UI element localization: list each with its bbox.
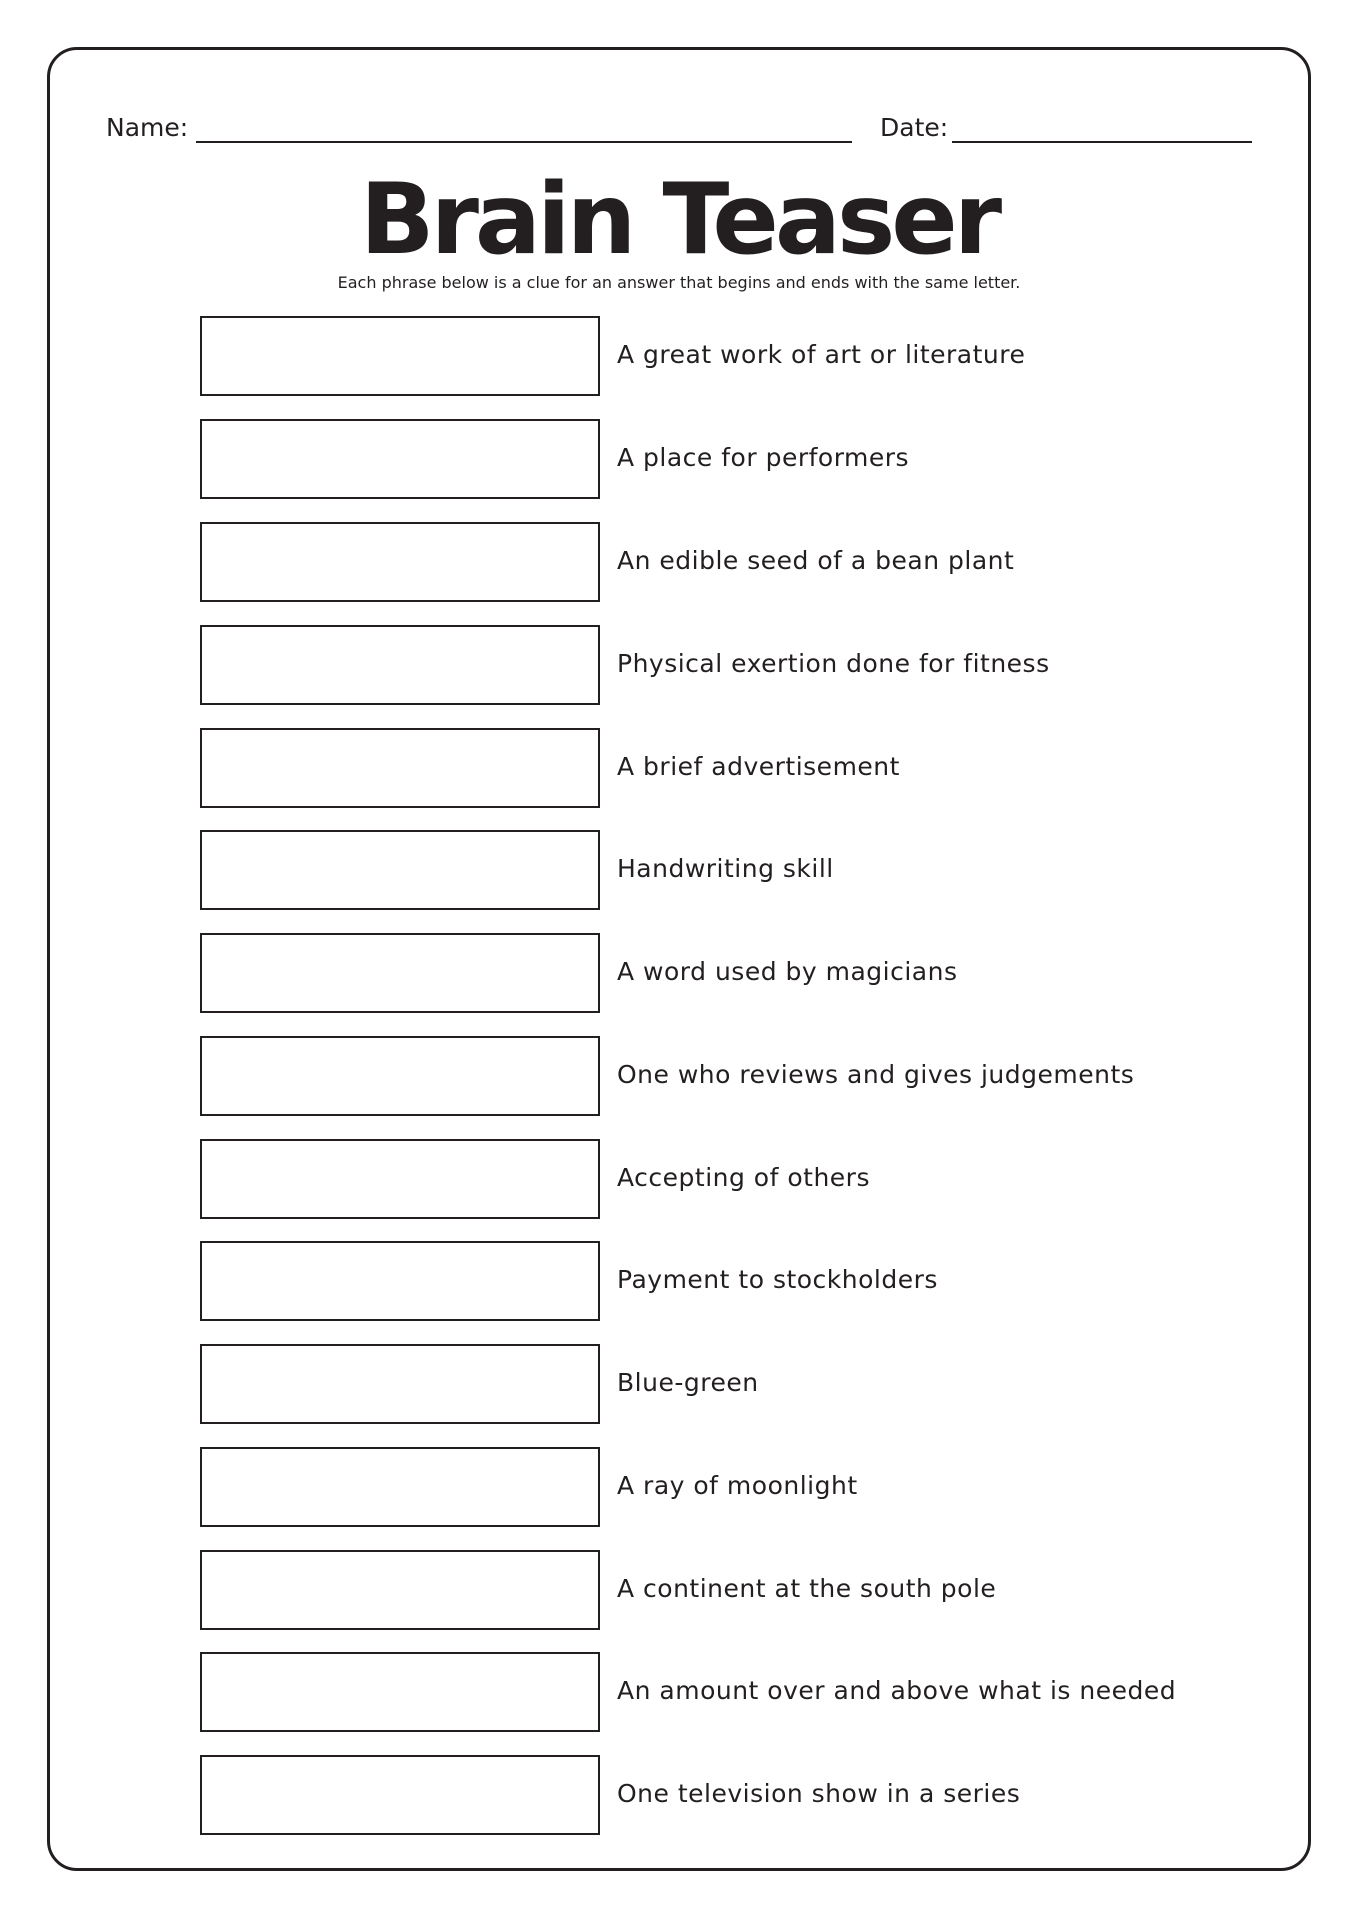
clue-text: A place for performers [617, 443, 910, 472]
clue-text: One television show in a series [617, 1779, 1021, 1808]
answer-box[interactable] [200, 522, 600, 602]
worksheet-title: Brain Teaser [359, 163, 999, 277]
answer-box[interactable] [200, 1447, 600, 1527]
date-field[interactable] [952, 141, 1252, 143]
clue-row [200, 1652, 1200, 1732]
header-row [106, 113, 1252, 145]
clue-row [200, 1344, 1200, 1424]
answer-box[interactable] [200, 1241, 600, 1321]
clue-row [200, 1550, 1200, 1630]
clue-text: One who reviews and gives judgements [617, 1060, 1135, 1089]
answer-box[interactable] [200, 625, 600, 705]
clue-row [200, 522, 1200, 602]
clue-text: An amount over and above what is needed [617, 1676, 1177, 1705]
clue-row [200, 1139, 1200, 1219]
clue-text: A ray of moonlight [617, 1471, 858, 1500]
clue-text: A brief advertisement [617, 752, 900, 781]
clue-row [200, 316, 1200, 396]
answer-box[interactable] [200, 1550, 600, 1630]
clue-text: Physical exertion done for fitness [617, 649, 1050, 678]
clue-row [200, 830, 1200, 910]
answer-box[interactable] [200, 728, 600, 808]
clue-row [200, 625, 1200, 705]
name-field[interactable] [196, 141, 852, 143]
instructions: Each phrase below is a clue for an answer that begins and ends with the same letter. [337, 273, 1021, 292]
clue-row [200, 1241, 1200, 1321]
clue-row [200, 1755, 1200, 1835]
answer-box[interactable] [200, 419, 600, 499]
clue-row [200, 728, 1200, 808]
name-label: Name: [106, 113, 189, 142]
clue-text: Payment to stockholders [617, 1265, 938, 1294]
answer-box[interactable] [200, 1755, 600, 1835]
answer-box[interactable] [200, 933, 600, 1013]
answer-box[interactable] [200, 830, 600, 910]
clue-row [200, 1036, 1200, 1116]
clue-row [200, 419, 1200, 499]
clue-text: Blue-green [617, 1368, 759, 1397]
clue-text: Handwriting skill [617, 854, 834, 883]
clue-text: A continent at the south pole [617, 1574, 997, 1603]
answer-box[interactable] [200, 316, 600, 396]
answer-box[interactable] [200, 1344, 600, 1424]
clue-text: A great work of art or literature [617, 340, 1026, 369]
clue-row [200, 1447, 1200, 1527]
answer-box[interactable] [200, 1036, 600, 1116]
date-label: Date: [880, 113, 949, 142]
answer-box[interactable] [200, 1652, 600, 1732]
clue-text: A word used by magicians [617, 957, 958, 986]
clue-row [200, 933, 1200, 1013]
clue-text: Accepting of others [617, 1163, 870, 1192]
answer-box[interactable] [200, 1139, 600, 1219]
clue-text: An edible seed of a bean plant [617, 546, 1015, 575]
